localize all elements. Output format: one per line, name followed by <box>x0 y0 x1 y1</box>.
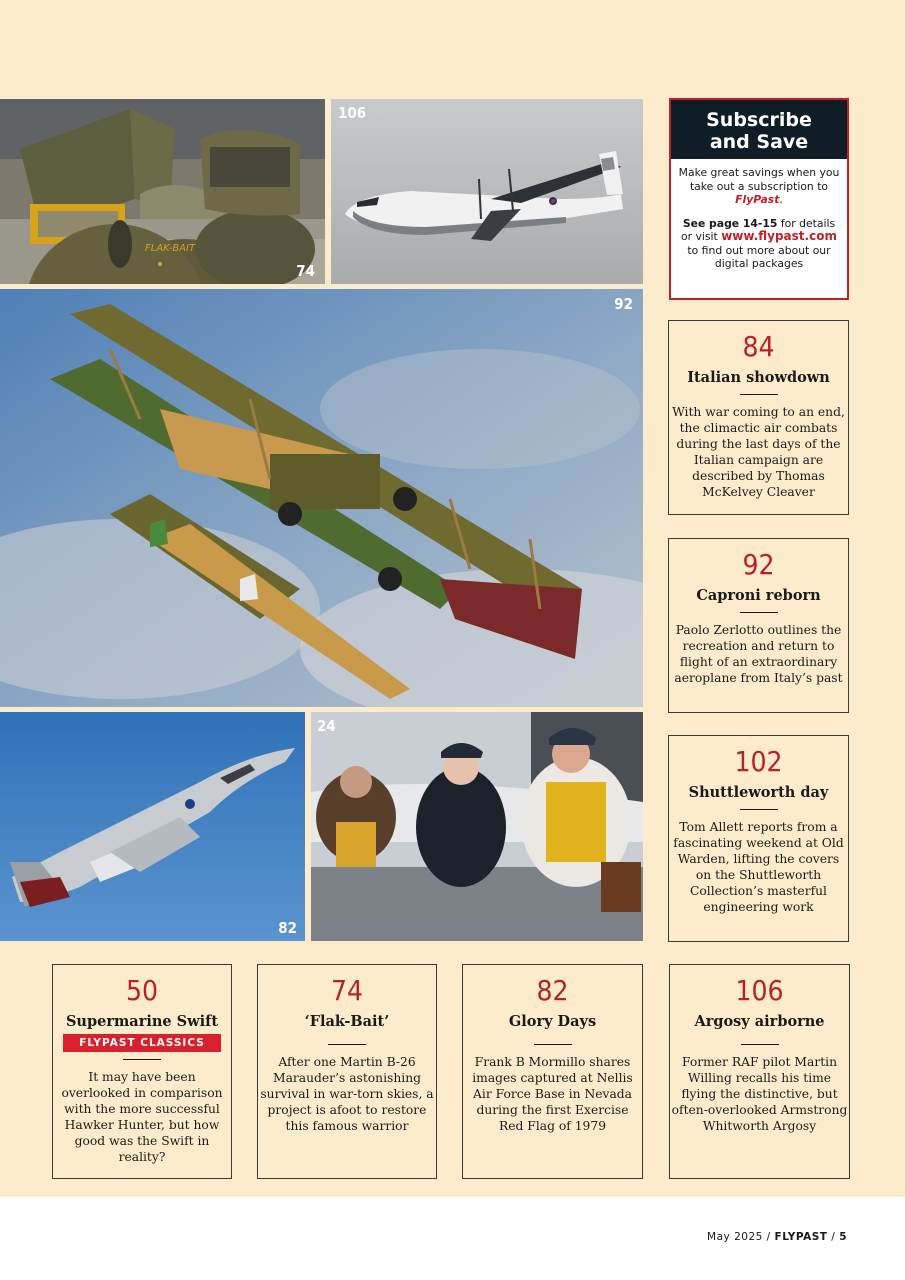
article-title: Supermarine Swift <box>65 1013 219 1030</box>
article-74[interactable] <box>257 964 437 1179</box>
article-page-number: 106 <box>735 974 784 1007</box>
flypast-classics-badge: FLYPAST CLASSICS <box>63 1034 221 1052</box>
article-description: It may have been overlooked in comparison with the more successful Hawker Hunter, but how good was the Swift in reality? <box>61 1070 223 1164</box>
digital-packages-text: to find out more about our digital packages <box>687 243 831 270</box>
photo-caproni[interactable] <box>0 289 643 707</box>
article-106[interactable] <box>669 964 850 1179</box>
phantom-image <box>0 712 305 941</box>
subscribe-details <box>676 217 842 271</box>
article-title: Caproni reborn <box>696 587 821 604</box>
see-page-ref: See page 14-15 <box>682 216 778 230</box>
photo-flak-bait-hangar[interactable] <box>0 99 325 284</box>
flypast-url-link[interactable]: www.flypast.com <box>721 229 837 243</box>
article-50[interactable] <box>52 964 232 1179</box>
photo-reenactors[interactable] <box>311 712 643 941</box>
divider <box>123 1059 161 1060</box>
subscribe-box[interactable] <box>669 98 849 300</box>
article-description: With war coming to an end, the climactic air combats during the last days of the Italian campaign are described by Thomas McKelvey Cleaver <box>672 405 845 499</box>
divider <box>740 394 778 395</box>
article-title: ‘Flak-Bait’ <box>304 1013 390 1030</box>
article-page-number: 82 <box>536 974 569 1007</box>
divider <box>740 612 778 613</box>
article-102[interactable] <box>668 735 849 942</box>
article-title: Shuttleworth day <box>688 784 829 801</box>
subscribe-offer-text: Make great savings when you take out a subscription to <box>678 166 840 193</box>
article-82[interactable] <box>462 964 643 1179</box>
subscribe-heading-line1: Subscribe <box>706 109 812 131</box>
photo-page-number: 74 <box>296 262 315 280</box>
article-page-number: 84 <box>742 330 775 363</box>
page-footer: May 2025 / FLYPAST / 5 <box>707 1231 847 1243</box>
hangar-image <box>0 99 325 284</box>
article-page-number: 74 <box>330 974 364 1007</box>
article-description: Tom Allett reports from a fascinating weekend at Old Warden, lifting the covers on the Shuttleworth Collection’s masterful engineering work <box>673 820 844 914</box>
argosy-image <box>331 99 643 284</box>
subscribe-body <box>671 159 847 271</box>
photo-page-number: 106 <box>338 104 367 122</box>
article-description: Frank B Mormillo shares images captured at Nellis Air Force Base in Nevada during the first Exercise Red Flag of 1979 <box>472 1055 633 1133</box>
divider <box>328 1044 366 1045</box>
photo-argosy[interactable] <box>331 99 643 284</box>
article-description: After one Martin B-26 Marauder’s astonishing survival in war-torn skies, a project is afoot to restore this famous warrior <box>260 1055 434 1133</box>
article-page-number: 50 <box>125 974 159 1007</box>
svg-text:FLAK-BAIT: FLAK-BAIT <box>145 243 196 254</box>
photo-phantom[interactable] <box>0 712 305 941</box>
photo-page-number: 92 <box>614 295 633 313</box>
details-text: for details or visit <box>681 216 836 243</box>
article-description: Former RAF pilot Martin Willing recalls his time flying the distinctive, but often-overlooked Armstrong Whitworth Argosy <box>671 1055 848 1133</box>
article-description: Paolo Zerlotto outlines the recreation and return to flight of an extraordinary aeroplane from Italy’s past <box>674 623 843 685</box>
subscribe-heading-line2: and Save <box>709 131 809 153</box>
article-title: Argosy airborne <box>694 1013 825 1030</box>
reenactors-image <box>311 712 643 941</box>
article-92[interactable] <box>668 538 849 713</box>
photo-page-number: 82 <box>278 919 297 937</box>
flypast-brand: FlyPast <box>735 193 780 206</box>
divider <box>740 809 778 810</box>
photo-page-number: 24 <box>317 717 336 735</box>
article-page-number: 92 <box>742 548 775 581</box>
divider <box>534 1044 572 1045</box>
article-title: Italian showdown <box>687 369 830 386</box>
issue-date: May 2025 <box>707 1231 763 1243</box>
caproni-image <box>0 289 643 707</box>
magazine-name: FLYPAST <box>774 1231 828 1243</box>
article-84[interactable] <box>668 320 849 515</box>
subscribe-offer: Make great savings when you take out a subscription to FlyPast. <box>678 166 840 206</box>
subscribe-heading <box>671 100 847 159</box>
article-title: Glory Days <box>508 1013 597 1030</box>
page-number: 5 <box>839 1231 847 1243</box>
article-page-number: 102 <box>734 745 783 778</box>
divider <box>741 1044 779 1045</box>
